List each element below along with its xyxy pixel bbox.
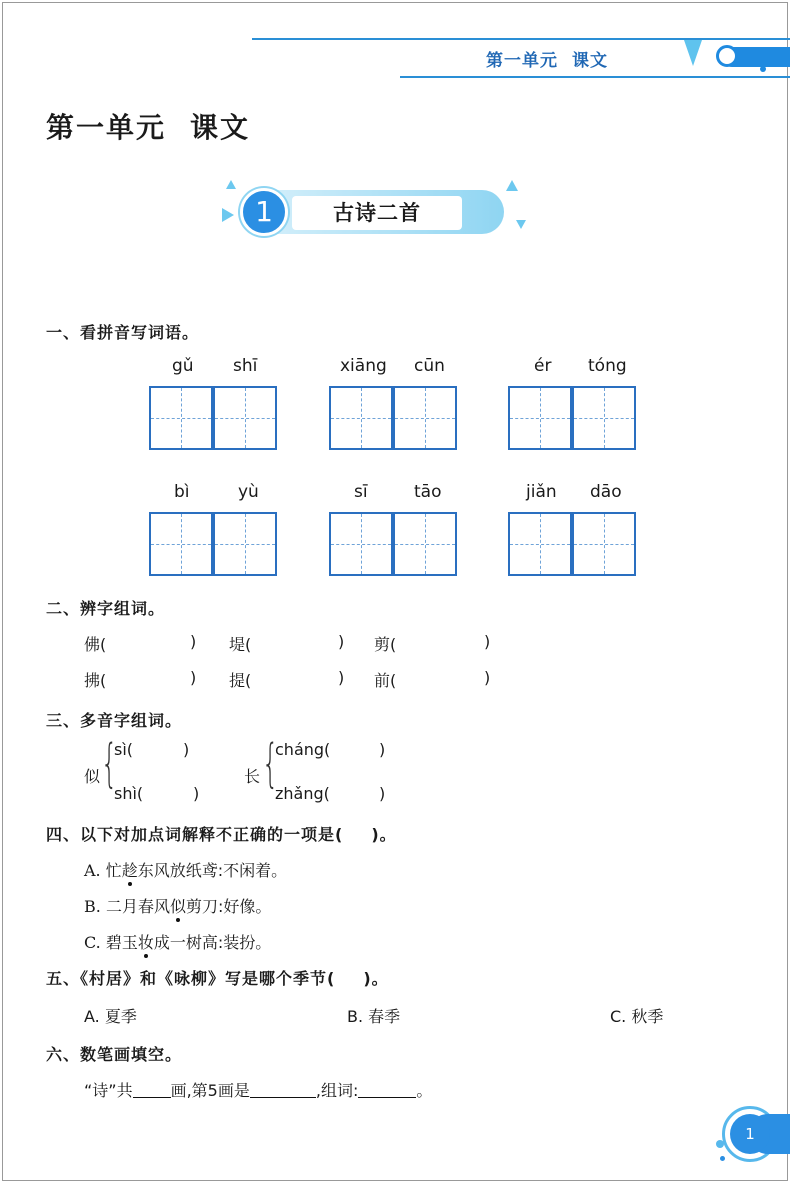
q4-option-b[interactable]: B. 二月春风似剪刀:好像。 [84, 897, 272, 916]
q5-heading: 五、《村居》和《咏柳》写是哪个季节( )。 [46, 969, 389, 988]
answer-blank[interactable] [358, 1081, 416, 1098]
header-triangle-decoration [684, 40, 702, 66]
header-rule-bottom [400, 76, 790, 78]
running-header [486, 46, 608, 71]
q6-heading: 六、数笔画填空。 [46, 1045, 183, 1064]
q1-heading: 一、看拼音写词语。 [46, 323, 200, 342]
lesson-number: 1 [240, 188, 288, 236]
polyphone-char: 似 [84, 767, 101, 786]
q2-item[interactable]: 提( [229, 671, 252, 690]
writing-grid-cell[interactable] [508, 512, 572, 576]
writing-grid-cell[interactable] [508, 386, 572, 450]
header-section: 课文 [572, 51, 608, 71]
writing-grid-cell[interactable] [213, 386, 277, 450]
triangle-decoration [516, 220, 526, 229]
pinyin: yù [238, 482, 259, 502]
q3-heading: 三、多音字组词。 [46, 711, 183, 730]
q2-paren-close: ) [484, 668, 491, 687]
q2-item[interactable]: 前( [374, 671, 397, 690]
answer-blank[interactable] [250, 1081, 316, 1098]
pinyin: bì [174, 482, 190, 502]
q5-option-b[interactable]: B. 春季 [347, 1007, 401, 1026]
writing-grid-cell[interactable] [572, 512, 636, 576]
pinyin: jiǎn [526, 482, 557, 502]
unit-title [46, 106, 250, 146]
header-dot-decoration [760, 66, 766, 72]
triangle-decoration [506, 180, 518, 191]
q2-paren-close: ) [190, 632, 197, 651]
q5-option-a[interactable]: A. 夏季 [84, 1007, 137, 1026]
q2-heading: 二、辨字组词。 [46, 599, 166, 618]
writing-grid-cell[interactable] [393, 512, 457, 576]
paren-close: ) [183, 740, 190, 759]
pinyin: gǔ [172, 356, 194, 376]
brace-icon: { [101, 734, 118, 794]
dot-decoration [716, 1140, 724, 1148]
answer-blank[interactable] [133, 1081, 171, 1098]
pinyin: xiāng [340, 356, 387, 376]
q2-paren-close: ) [484, 632, 491, 651]
q2-paren-close: ) [338, 668, 345, 687]
writing-grid-cell[interactable] [329, 386, 393, 450]
polyphone-char: 长 [244, 767, 261, 786]
polyphone-reading[interactable]: zhǎng( [275, 784, 330, 803]
header-rule-top [252, 38, 790, 40]
q2-item[interactable]: 堤( [229, 635, 252, 654]
unit-title-unit: 第一单元 [46, 111, 167, 144]
writing-grid-cell[interactable] [149, 386, 213, 450]
paren-close: ) [193, 784, 200, 803]
page-number: 1 [730, 1114, 770, 1154]
unit-title-section: 课文 [190, 111, 251, 144]
pinyin: tóng [588, 356, 627, 376]
q2-item[interactable]: 剪( [374, 635, 397, 654]
q6-fill-in: “诗”共 画,第5画是 ,组词: 。 [84, 1081, 433, 1100]
q2-paren-close: ) [338, 632, 345, 651]
pinyin: shī [233, 356, 258, 376]
q2-item[interactable]: 拂( [84, 671, 107, 690]
writing-grid-cell[interactable] [149, 512, 213, 576]
polyphone-reading[interactable]: sì( [114, 740, 134, 759]
pinyin: ér [534, 356, 552, 376]
pinyin: dāo [590, 482, 622, 502]
writing-grid-cell[interactable] [213, 512, 277, 576]
polyphone-reading[interactable]: shì( [114, 784, 144, 803]
brace-icon: { [262, 734, 279, 794]
lesson-banner [222, 186, 512, 238]
paren-close: ) [379, 784, 386, 803]
writing-grid-cell[interactable] [572, 386, 636, 450]
header-circle-decoration [716, 45, 738, 67]
pinyin: sī [354, 482, 368, 502]
header-unit: 第一单元 [486, 51, 558, 71]
pinyin: tāo [414, 482, 442, 502]
q4-option-c[interactable]: C. 碧玉妆成一树高:装扮。 [84, 933, 272, 952]
writing-grid-cell[interactable] [393, 386, 457, 450]
pinyin: cūn [414, 356, 445, 376]
dot-decoration [720, 1156, 725, 1161]
lesson-title: 古诗二首 [333, 201, 421, 225]
paren-close: ) [379, 740, 386, 759]
writing-grid-cell[interactable] [329, 512, 393, 576]
q2-item[interactable]: 佛( [84, 635, 107, 654]
q4-heading: 四、以下对加点词解释不正确的一项是( )。 [46, 825, 397, 844]
q2-paren-close: ) [190, 668, 197, 687]
triangle-decoration [222, 208, 234, 222]
q5-option-c[interactable]: C. 秋季 [610, 1007, 664, 1026]
triangle-decoration [226, 180, 236, 189]
polyphone-reading[interactable]: cháng( [275, 740, 331, 759]
q4-option-a[interactable]: A. 忙趁东风放纸鸢:不闲着。 [84, 861, 288, 880]
